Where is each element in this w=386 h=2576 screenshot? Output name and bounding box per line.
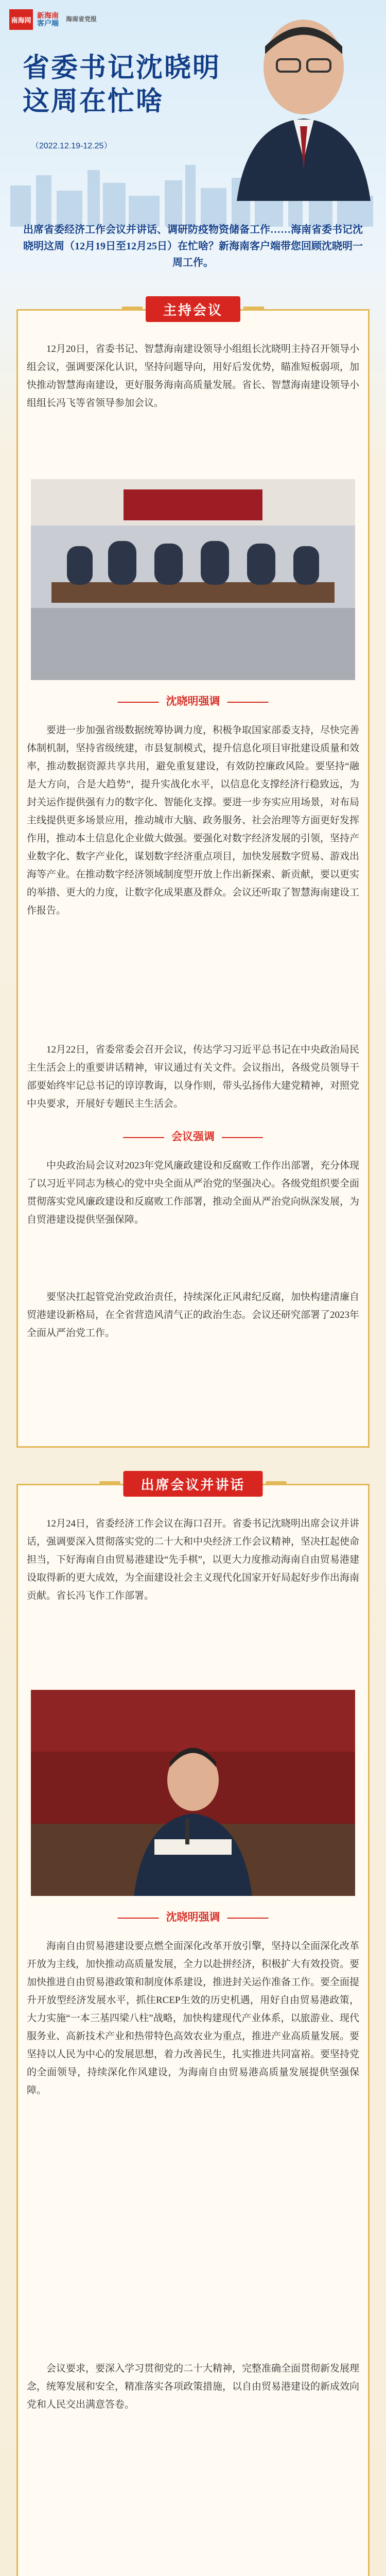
page-title: 省委书记沈晓明这周在忙啥 <box>23 54 221 116</box>
paragraph: 会议要求，要深入学习贯彻党的二十大精神，完整准确全面贯彻新发展理念，统筹发展和安全，精准落实各项政策措施，以自由贸易港建设的新成效向党和人民交出满意答卷。 <box>27 2363 360 2410</box>
meeting-photo <box>31 479 355 680</box>
brand-name-line2: 客户端 <box>37 19 59 27</box>
brand-logo-icon: 南海网 <box>9 9 33 30</box>
section-title: 主持会议 <box>146 296 240 322</box>
subheading: 沈晓明强调 <box>111 693 276 708</box>
section-title: 出席会议并讲话 <box>123 1471 262 1497</box>
paragraph: 12月24日，省委经济工作会议在海口召开。省委书记沈晓明出席会议并讲话，强调要深入贯彻落实党的二十大和中央经济工作会议精神，坚决扛起使命担当，下好海南自由贸易港建设“先手棋”，以更大力度推动海南自由贸易港建设取得新的更大成效，为全面建设社会主义现代化国家开好局起好步作出海南贡献。省长冯飞作工作部署。 <box>27 1518 360 1601</box>
paragraph: 中央政治局会议对2023年党风廉政建设和反腐败工作作出部署，充分体现了以习近平同志为核心的党中央全面从严治党的坚强决心。各级党组织要全面贯彻落实党风廉政建设和反腐败工作部署，推动全面从严治党向纵深发展，为自贸港建设提供坚强保障。 <box>27 1160 360 1225</box>
paragraph: 12月20日，省委书记、智慧海南建设领导小组组长沈晓明主持召开领导小组会议，强调要深化认识，坚持问题导向，用好后发优势，瞄准短板弱项，加快推动智慧海南建设，更好服务海南高质量发展。省长、智慧海南建设领导小组组长冯飞等省领导参加会议。 <box>27 344 360 409</box>
lead-paragraph: 出席省委经济工作会议并讲话、调研防疫物资储备工作……海南省委书记沈晓明这周（12月19日至12月25日）在忙啥？新海南客户端带您回顾沈晓明一周工作。 <box>23 224 363 268</box>
date-range: （2022.12.19-12.25） <box>31 142 112 150</box>
paragraph: 海南自由贸易港建设要点燃全面深化改革开放引擎，坚持以全面深化改革开放为主线，加快推动高质量发展，全力以赴拼经济，积极扩大有效投资。要加快推进自由贸易港政策和制度体系建设，推进封关运作准备工作。要全面提升开放型经济发展水平，抓住RCEP生效的历史机遇，用好自由贸易港政策，大力实施“一本三基四梁八柱”战略，加快构建现代产业体系，以旅游业、现代服务业、高新技术产业和热带特色高效农业为重点，推进产业高质量发展。要坚持以人民为中心的发展思想，着力改善民生，扎实推进共同富裕。要坚持党的全面领导，持续深化作风建设，为海南自由贸易港高质量发展提供坚强保障。 <box>27 1941 360 2096</box>
subheading: 会议强调 <box>116 1128 270 1144</box>
paragraph: 12月22日，省委常委会召开会议，传达学习习近平总书记在中央政治局民主生活会上的重要讲话精神，审议通过有关文件。会议指出，各级党员领导干部要始终牢记总书记的谆谆教诲，以身作则，带头弘扬伟大建党精神，对照党中央要求，开展好专题民主生活会。 <box>27 1044 360 1109</box>
paragraph: 要进一步加强省级数据统筹协调力度，积极争取国家部委支持，尽快完善体制机制，坚持省级统建，市县复制模式，提升信息化项目审批建设质量和效率，推动数据资源共享共用，避免重复建设，有效防控廉政风险。要坚持“融是大方向，合是大趋势”，提升实战化水平，以信息化支撑经济行稳致远，为封关运作提供强有力的数字化、智能化支撑。要进一步夯实应用场景，对布局主线提供更多场景应用，推动城市大脑、政务服务、社会治理等方面更好发挥作用，推动本土信息化企业做大做强。要强化对数字经济发展的引领，坚持产业数字化、数字产业化，谋划数字经济重点项目，加快发展数字贸易、游戏出海等产业。在推动数字经济领域制度型开放上作出新探索、新贡献，要以更实的举措、更大的力度，让数字化成果惠及群众。会议还听取了智慧海南建设工作报告。 <box>27 725 360 916</box>
subheading: 沈晓明强调 <box>111 1909 276 1924</box>
brand[interactable] <box>9 9 97 30</box>
paragraph: 要坚决扛起管党治党政治责任，持续深化正风肃纪反腐，加快构建清廉自贸港建设新格局，在全省营造风清气正的政治生态。会议还研究部署了2023年全面从严治党工作。 <box>27 1292 360 1338</box>
speech-photo <box>31 1690 355 1896</box>
brand-name-line1: 新海南 <box>37 11 59 20</box>
portrait-photo <box>216 5 386 201</box>
brand-slogan: 海南省党报 <box>66 15 97 23</box>
header <box>0 0 386 289</box>
